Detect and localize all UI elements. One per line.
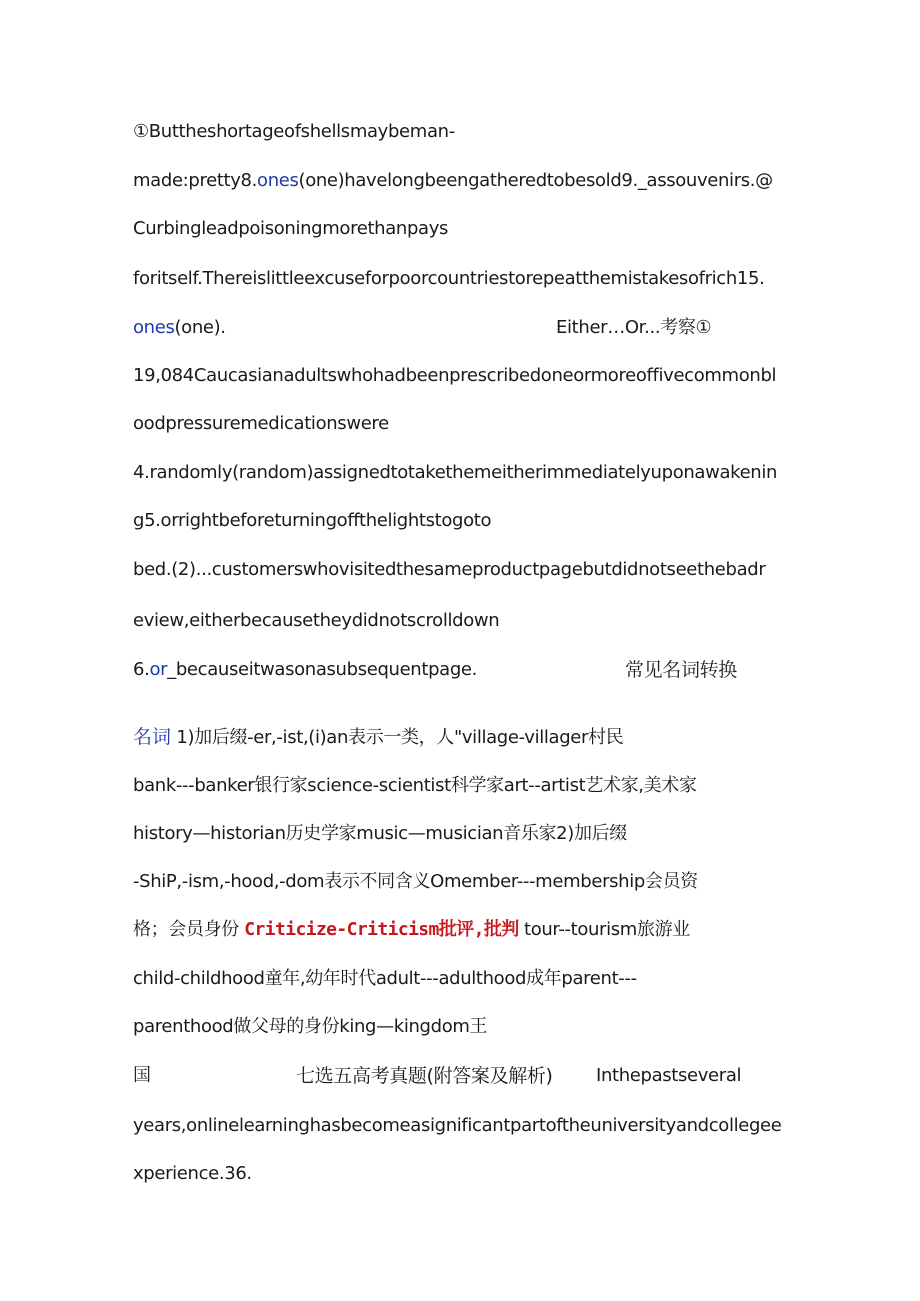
section-heading-either-or (556, 316, 711, 340)
text-segment: (one)havelongbeengatheredtobesold9._assouvenirs.@ (298, 170, 773, 191)
text-line-12 (133, 658, 477, 682)
text-line-10 (133, 558, 765, 582)
text-segment: made:pretty8. (133, 170, 258, 191)
text-line-16 (133, 870, 698, 894)
text-segment: bank---banker银行家science-scientist科学家art--artist艺术家,美术家 (133, 775, 697, 796)
text-line-11 (133, 609, 499, 633)
text-segment: 4.randomly(random)assignedtotakethemeitherimmediatelyuponawakenin (133, 462, 778, 483)
highlighted-answer: ones (133, 317, 175, 338)
text-segment: history—historian历史学家music—musician音乐家2)加后缀 (133, 823, 627, 844)
text-line-13 (133, 725, 623, 750)
text-line-19 (133, 1015, 487, 1039)
section-heading-noun-conversion (625, 658, 737, 682)
text-line-1 (133, 120, 455, 144)
text-segment: Either…Or...考察① (556, 317, 712, 338)
text-segment: bed.(2)...customerswhovisitedthesameproductpagebutdidnotseethebadr (133, 559, 766, 580)
text-segment: _becauseitwasonasubsequentpage. (167, 659, 477, 680)
text-segment: 格；会员身份 (133, 919, 239, 940)
highlighted-example: Criticize-Criticism批评,批判 (244, 919, 519, 940)
text-segment: (one). (174, 317, 226, 338)
text-line-20 (133, 1064, 151, 1088)
text-segment: eview,eitherbecausetheydidnotscrolldown (133, 610, 500, 631)
text-segment: 常见名词转换 (625, 659, 737, 681)
text-segment: child-childhood童年,幼年时代adult---adulthood成年parent--- (133, 968, 637, 989)
text-segment: -ShiP,-ism,-hood,-dom表示不同含义Omember---membership会员资 (133, 871, 698, 892)
text-line-17 (133, 918, 690, 942)
text-segment: 七选五高考真题(附答案及解析) (296, 1065, 553, 1087)
text-line-9 (133, 509, 491, 533)
text-line-3 (133, 217, 448, 241)
text-segment: xperience.36. (133, 1163, 252, 1184)
text-segment: Curbingleadpoisoningmorethanpays (133, 218, 449, 239)
text-line-5 (133, 316, 226, 340)
text-line-15 (133, 822, 627, 846)
text-line-4 (133, 267, 764, 291)
text-line-2 (133, 169, 773, 193)
text-line-21 (133, 1114, 782, 1138)
text-segment: years,onlinelearninghasbecomeasignificantpartoftheuniversityandcollegee (133, 1115, 782, 1136)
text-segment: parenthood做父母的身份king—kingdom王 (133, 1016, 488, 1037)
section-heading-noun: 名词 (133, 726, 172, 748)
highlighted-answer: ones (257, 170, 299, 191)
text-segment: 19,084Caucasianadultswhohadbeenprescribedoneormoreoffivecommonbl (133, 365, 777, 386)
text-segment-continuation (596, 1064, 741, 1088)
text-segment: oodpressuremedicationswere (133, 413, 389, 434)
section-heading-exam-questions (296, 1064, 553, 1088)
text-segment: tour--tourism旅游业 (524, 919, 690, 940)
text-line-6 (133, 364, 776, 388)
text-segment: 1)加后缀-er,-ist,(i)an表示一类，人"village-villager村民 (176, 727, 624, 748)
text-segment: 国 (133, 1065, 151, 1086)
text-line-14 (133, 774, 697, 798)
text-segment: ①Buttheshortageofshellsmaybeman- (133, 121, 455, 142)
text-segment: 6. (133, 659, 150, 680)
text-line-8 (133, 461, 777, 485)
text-segment: foritself.Thereislittleexcuseforpoorcountriestorepeatthemistakesofrich15. (133, 268, 765, 289)
text-line-7 (133, 412, 389, 436)
text-line-22 (133, 1162, 252, 1186)
highlighted-answer: or (149, 659, 168, 680)
text-line-18 (133, 967, 637, 991)
text-segment: Inthepastseveral (596, 1065, 742, 1086)
text-segment: g5.orrightbeforeturningoffthelightstogoto (133, 510, 492, 531)
